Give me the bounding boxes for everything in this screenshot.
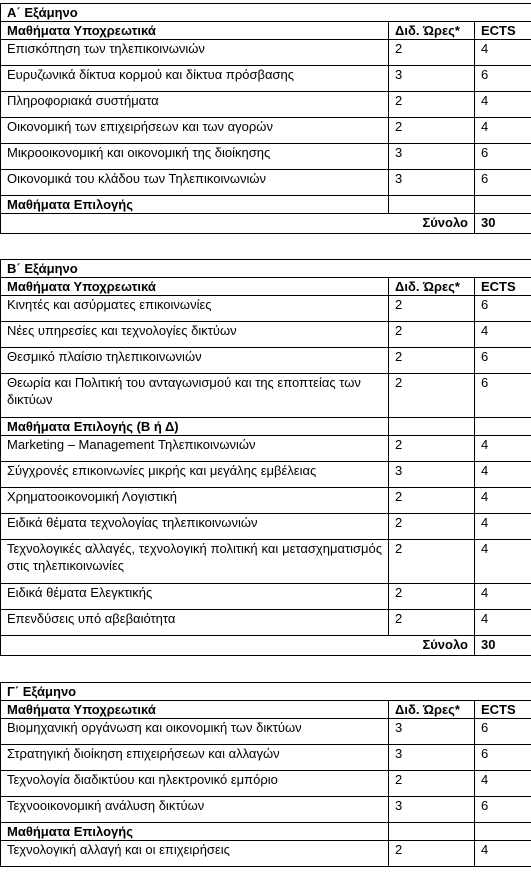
column-header-ects: ECTS (475, 701, 531, 719)
course-hours: 2 (389, 92, 475, 118)
course-hours: 2 (389, 514, 475, 540)
total-label: Σύνολο (1, 214, 475, 234)
table-row (1, 374, 531, 418)
course-ects: 6 (475, 797, 531, 823)
table-row (1, 170, 531, 196)
course-hours: 2 (389, 488, 475, 514)
semester-title: Β΄ Εξάμηνο (1, 260, 531, 278)
table-row (1, 719, 531, 745)
course-hours: 2 (389, 841, 475, 867)
semester-c-table (0, 682, 531, 867)
course-name: Νέες υπηρεσίες και τεχνολογίες δικτύων (1, 322, 389, 348)
elective-section-label: Μαθήματα Επιλογής (1, 823, 389, 841)
table-row (1, 348, 531, 374)
table-row (1, 841, 531, 867)
course-ects: 4 (475, 462, 531, 488)
course-name: Τεχνολογία διαδικτύου και ηλεκτρονικό εμπόριο (1, 771, 389, 797)
course-name: Ευρυζωνικά δίκτυα κορμού και δίκτυα πρόσβασης (1, 66, 389, 92)
course-hours: 2 (389, 118, 475, 144)
course-name: Οικονομική των επιχειρήσεων και των αγορών (1, 118, 389, 144)
table-row (1, 92, 531, 118)
course-ects: 4 (475, 540, 531, 584)
course-ects: 6 (475, 719, 531, 745)
course-ects: 6 (475, 745, 531, 771)
elective-section-label: Μαθήματα Επιλογής (Β ή Δ) (1, 418, 389, 436)
elective-section-label: Μαθήματα Επιλογής (1, 196, 389, 214)
table-row (1, 584, 531, 610)
column-header-hours: Διδ. Ώρες* (389, 278, 475, 296)
course-name: Ειδικά θέματα τεχνολογίας τηλεπικοινωνιών (1, 514, 389, 540)
course-ects: 4 (475, 118, 531, 144)
course-name: Σύγχρονές επικοινωνίες μικρής και μεγάλης εμβέλειας (1, 462, 389, 488)
course-name: Κινητές και ασύρματες επικοινωνίες (1, 296, 389, 322)
course-name: Τεχνολογικές αλλαγές, τεχνολογική πολιτική και μετασχηματισμός στις τηλεπικοινωνίες (1, 540, 389, 584)
column-header-ects: ECTS (475, 22, 531, 40)
course-name: Μικροοικονομική και οικονομική της διοίκησης (1, 144, 389, 170)
table-row (1, 771, 531, 797)
course-ects: 4 (475, 322, 531, 348)
course-hours: 3 (389, 797, 475, 823)
course-name: Ειδικά θέματα Ελεγκτικής (1, 584, 389, 610)
course-hours: 3 (389, 462, 475, 488)
course-ects: 4 (475, 436, 531, 462)
course-hours: 2 (389, 40, 475, 66)
course-name: Marketing – Management Τηλεπικοινωνιών (1, 436, 389, 462)
course-ects: 6 (475, 144, 531, 170)
semester-a-table (0, 3, 531, 234)
table-row (1, 514, 531, 540)
column-header-course: Μαθήματα Υποχρεωτικά (1, 22, 389, 40)
column-header-hours: Διδ. Ώρες* (389, 22, 475, 40)
course-ects: 6 (475, 374, 531, 418)
table-row (1, 40, 531, 66)
course-name: Θεωρία και Πολιτική του ανταγωνισμού και της εποπτείας των δικτύων (1, 374, 389, 418)
table-row (1, 540, 531, 584)
course-ects: 4 (475, 488, 531, 514)
column-header-hours: Διδ. Ώρες* (389, 701, 475, 719)
column-header-ects: ECTS (475, 278, 531, 296)
course-ects: 4 (475, 841, 531, 867)
course-ects: 6 (475, 348, 531, 374)
course-name: Βιομηχανική οργάνωση και οικονομική των δικτύων (1, 719, 389, 745)
course-ects: 6 (475, 170, 531, 196)
course-ects: 4 (475, 514, 531, 540)
table-row (1, 745, 531, 771)
course-hours: 2 (389, 348, 475, 374)
course-hours: 2 (389, 584, 475, 610)
course-name: Οικονομικά του κλάδου των Τηλεπικοινωνιών (1, 170, 389, 196)
course-ects: 6 (475, 296, 531, 322)
column-header-course: Μαθήματα Υποχρεωτικά (1, 701, 389, 719)
course-ects: 6 (475, 66, 531, 92)
course-hours: 2 (389, 296, 475, 322)
course-hours: 2 (389, 540, 475, 584)
semester-b-table (0, 259, 531, 656)
course-name: Θεσμικό πλαίσιο τηλεπικοινωνιών (1, 348, 389, 374)
total-value: 30 (475, 636, 531, 656)
course-name: Επισκόπηση των τηλεπικοινωνιών (1, 40, 389, 66)
course-hours: 2 (389, 610, 475, 636)
course-ects: 4 (475, 40, 531, 66)
table-row (1, 610, 531, 636)
column-header-course: Μαθήματα Υποχρεωτικά (1, 278, 389, 296)
course-ects: 4 (475, 610, 531, 636)
table-row (1, 118, 531, 144)
course-ects: 4 (475, 584, 531, 610)
course-name: Πληροφοριακά συστήματα (1, 92, 389, 118)
table-row (1, 66, 531, 92)
semester-title: Α΄ Εξάμηνο (1, 4, 531, 22)
course-hours: 3 (389, 66, 475, 92)
table-row (1, 462, 531, 488)
course-hours: 3 (389, 144, 475, 170)
table-row (1, 488, 531, 514)
course-name: Χρηματοοικονομική Λογιστική (1, 488, 389, 514)
course-hours: 2 (389, 436, 475, 462)
course-hours: 3 (389, 745, 475, 771)
course-ects: 4 (475, 92, 531, 118)
semester-title: Γ΄ Εξάμηνο (1, 683, 531, 701)
course-hours: 2 (389, 322, 475, 348)
course-hours: 3 (389, 719, 475, 745)
course-name: Τεχνολογική αλλαγή και οι επιχειρήσεις (1, 841, 389, 867)
table-row (1, 436, 531, 462)
table-row (1, 144, 531, 170)
course-name: Τεχνοοικονομική ανάλυση δικτύων (1, 797, 389, 823)
total-value: 30 (475, 214, 531, 234)
table-row (1, 296, 531, 322)
course-hours: 3 (389, 170, 475, 196)
total-label: Σύνολο (1, 636, 475, 656)
course-name: Επενδύσεις υπό αβεβαιότητα (1, 610, 389, 636)
course-hours: 2 (389, 374, 475, 418)
course-ects: 4 (475, 771, 531, 797)
course-name: Στρατηγική διοίκηση επιχειρήσεων και αλλαγών (1, 745, 389, 771)
course-hours: 2 (389, 771, 475, 797)
table-row (1, 322, 531, 348)
table-row (1, 797, 531, 823)
